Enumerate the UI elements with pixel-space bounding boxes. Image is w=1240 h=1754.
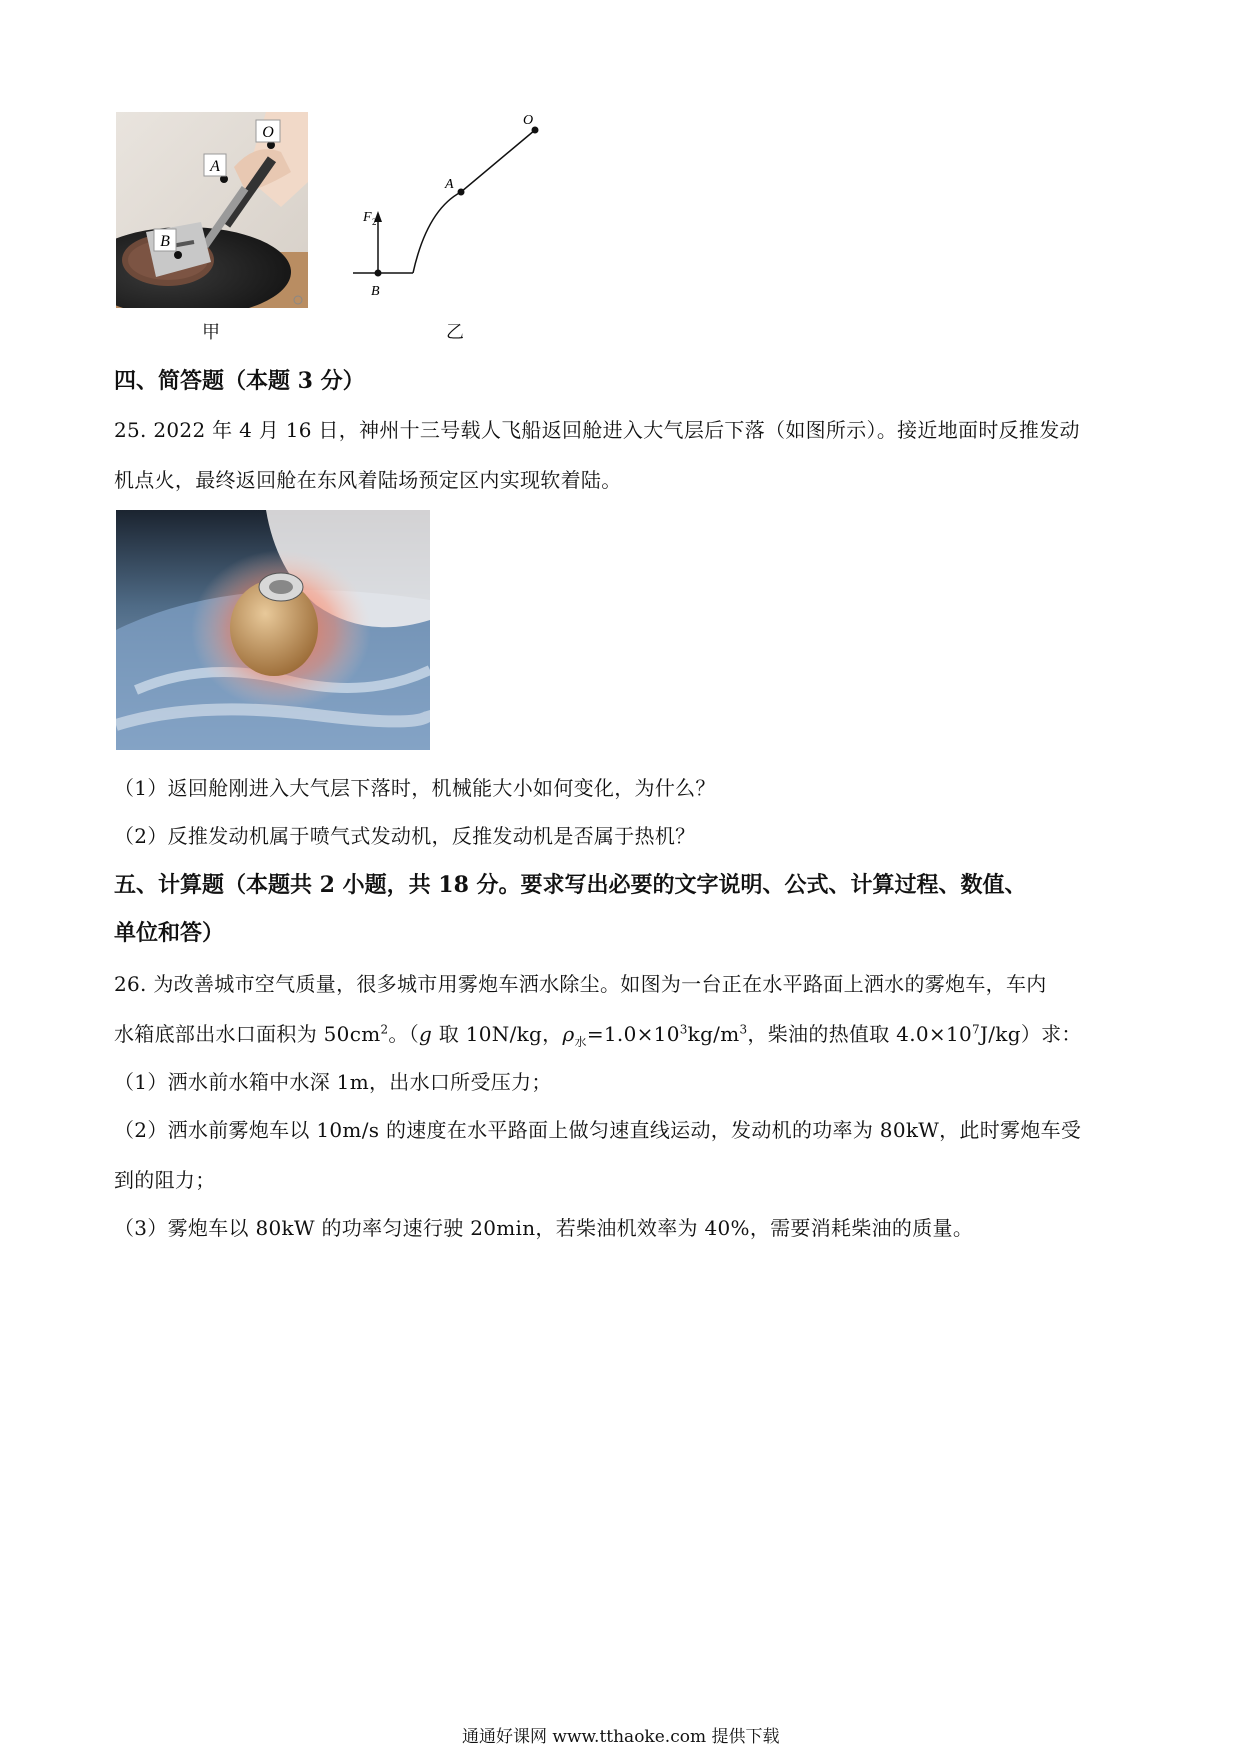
q26-line2-e: kg/m (687, 1022, 740, 1046)
q26-sup-area: 2 (380, 1022, 389, 1037)
q25-sub1: （1）返回舱刚进入大气层下落时，机械能大小如何变化，为什么？ (114, 776, 716, 800)
q26-line1: 26. 为改善城市空气质量，很多城市用雾炮车洒水除尘。如图为一台正在水平路面上洒水的雾炮车，车内 (114, 972, 1047, 996)
figure-yi-caption: 乙 (446, 322, 464, 343)
yi-label-o: O (523, 113, 534, 128)
q26-sub2-line1: （2）洒水前雾炮车以 10m/s 的速度在水平路面上做匀速直线运动，发动机的功率为 80kW，此时雾炮车受 (114, 1118, 1082, 1142)
q26-line2-a: 水箱底部出水口面积为 50cm (114, 1022, 381, 1046)
yi-lever-curve (413, 130, 535, 273)
q26-rho-sub: 水 (574, 1035, 587, 1049)
yi-label-f: F (363, 210, 372, 225)
figure-yi-diagram (345, 110, 555, 310)
q26-sup-heat-exp: 7 (972, 1022, 980, 1037)
q26-symbol-g: g (419, 1022, 433, 1046)
yi-point-b (375, 270, 382, 277)
yi-label-b: B (371, 284, 380, 299)
figure-jia-caption: 甲 (202, 322, 220, 343)
q25-sub2: （2）反推发动机属于喷气式发动机，反推发动机是否属于热机？ (114, 824, 696, 848)
jia-label-a: A (210, 158, 220, 175)
q26-line2-h: J/kg）求： (979, 1022, 1082, 1046)
jia-label-b: B (160, 233, 170, 250)
spatula-photo-image (116, 112, 308, 308)
q26-sup-density-exp: 3 (679, 1022, 688, 1037)
yi-point-a (458, 189, 465, 196)
section5-heading-line1: 五、计算题（本题共 2 小题，共 18 分。要求写出必要的文字说明、公式、计算过程、数值、 (114, 872, 1027, 898)
q26-sub2-line2: 到的阻力； (114, 1168, 216, 1192)
section4-heading: 四、简答题（本题 3 分） (114, 368, 365, 394)
section5-heading-line2: 单位和答） (114, 920, 225, 946)
jia-label-o: O (262, 124, 274, 141)
q25-line2: 机点火，最终返回舱在东风着陆场预定区内实现软着陆。 (114, 468, 622, 492)
figure-jia-photo (116, 112, 308, 308)
q26-sub1: （1）洒水前水箱中水深 1m，出水口所受压力； (114, 1070, 552, 1094)
capsule-photo (116, 510, 430, 750)
reentry-capsule-image (116, 510, 430, 750)
yi-label-f-sub: 2 (372, 217, 377, 227)
q26-line2-f: ，柴油的热值取 4.0×10 (747, 1022, 972, 1046)
q26-line2-b: 。（ (388, 1022, 420, 1046)
page-footer: 通通好课网 www.tthaoke.com 提供下载 (462, 1727, 780, 1747)
q26-sup-m3: 3 (739, 1022, 748, 1037)
q26-sub3: （3）雾炮车以 80kW 的功率匀速行驶 20min，若柴油机效率为 40%，需要消耗柴油的质量。 (114, 1216, 974, 1240)
q26-line2 (114, 1020, 1082, 1048)
q26-symbol-rho: ρ (562, 1022, 575, 1046)
yi-label-a: A (445, 177, 454, 192)
q26-line2-c: 取 10N/kg， (432, 1022, 563, 1046)
q25-line1: 25. 2022 年 4 月 16 日，神州十三号载人飞船返回舱进入大气层后下落（如图所示）。接近地面时反推发动 (114, 418, 1080, 442)
q26-line2-d: =1.0×10 (586, 1022, 680, 1046)
